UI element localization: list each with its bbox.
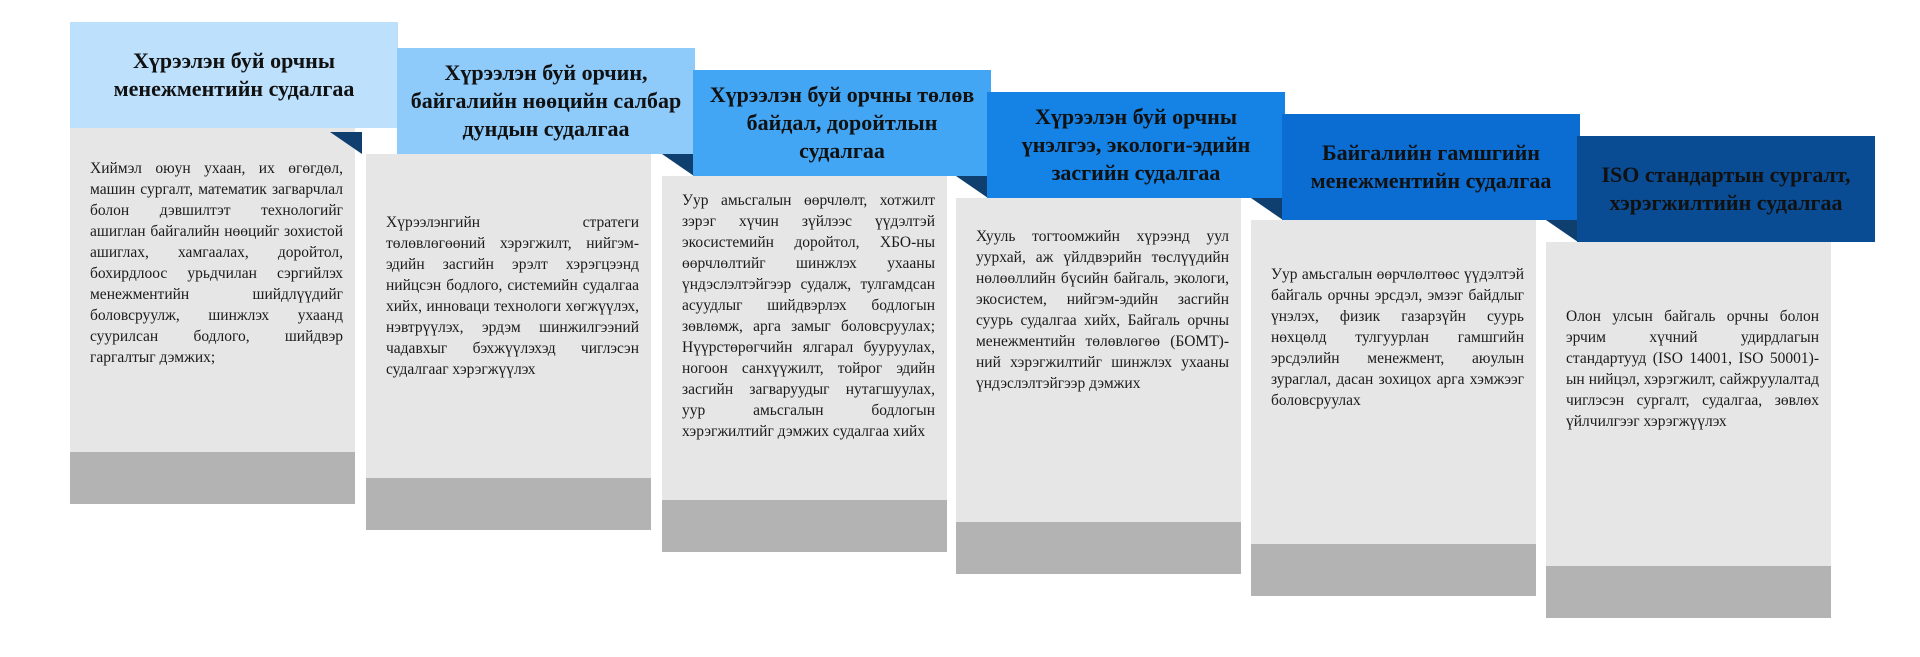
card-fold [330, 132, 362, 154]
card-5 [1251, 114, 1552, 596]
card-6 [1546, 136, 1851, 618]
card-footer [662, 500, 947, 552]
card-title: Байгалийн гамшгийн менежментийн судалгаа [1282, 114, 1580, 220]
card-body [956, 198, 1241, 522]
card-footer [1251, 544, 1536, 596]
card-footer [70, 452, 355, 504]
card-1 [70, 22, 355, 504]
card-body [662, 176, 947, 500]
card-body [1546, 242, 1831, 566]
card-2 [366, 48, 682, 530]
card-body [1251, 220, 1536, 544]
card-title: ISO стандартын сургалт, хэрэгжилтийн судалгаа [1577, 136, 1875, 242]
card-body [70, 128, 355, 452]
card-fold [662, 154, 694, 176]
card-footer [956, 522, 1241, 574]
card-4 [956, 92, 1251, 574]
card-footer [366, 478, 651, 530]
card-fold [1251, 198, 1283, 220]
card-title: Хүрээлэн буй орчны үнэлгээ, экологи-эдийн засгийн судалгаа [987, 92, 1285, 198]
card-description: Олон улсын байгаль орчны болон эрчим хүчний удирдлагын стандартууд (ISO 14001, ISO 50001)-ын нийцэл, хэрэгжилт, сайжруулалтад чиглэсэн сургалт, судалгаа, зөвлөх үйлчилгээг хэрэгжүүлэх [1566, 308, 1819, 430]
card-footer [1546, 566, 1831, 618]
card-description: Уур амьсгалын өөрчлөлт, хотжилт зэрэг хүчин зүйлээс үүдэлтэй экосистемийн доройтол, ХБО-ны өөрчлөлтийг шинжлэх ухааны үндэслэлтэйгээр судалж, тулгамдсан асуудлыг шийдвэрлэх бодлогын зөвлөмж, арга замыг боловсруулах; Нүүрстөрөгчийн ялгарал бууруулах, ногоон санхүүжилт, тойрог эдийн засгийн загваруудыг нутагшуулах, уур амьсгалын бодлогын хэрэгжилтийг дэмжих судалгаа хийх [682, 192, 935, 440]
card-body [366, 154, 651, 478]
card-description: Уур амьсгалын өөрчлөлтөөс үүдэлтэй байгаль орчны эрсдэл, эмзэг байдлыг үнэлэх, физик газарзүйн суурь нөхцөлд тулгуурлан гамшгийн эрсдэлийн менежмент, аюулын зураглал, дасан зохицох арга хэмжээг боловсруулах [1271, 266, 1524, 409]
card-3 [662, 70, 975, 552]
card-description: Хиймэл оюун ухаан, их өгөгдөл, машин сургалт, математик загварчлал болон дэвшилтэт технологийг ашиглан байгалийн нөөцийг зохистой ашиглах, хамгаалах, доройтол, бохирдлоос урьдчилан сэргийлэх менежментийн шийдлүүдийг боловсруулж, шинжлэх ухаанд суурилсан бодлого, шийдвэр гаргалтыг дэмжих; [90, 160, 343, 366]
card-fold [956, 176, 988, 198]
card-description: Хууль тогтоомжийн хүрээнд уул уурхай, аж үйлдвэрийн төслүүдийн нөлөөллийн бүсийн байгаль, экологи, экосистем, нийгэм-эдийн засгийн суурь судалгаа хийх, Байгаль орчны менежментийн төлөвлөгөө (БОМТ)-ний хэрэгжилтийг шинжлэх ухааны үндэслэлтэйгээр дэмжих [976, 228, 1229, 392]
card-description: Хүрээлэнгийн стратеги төлөвлөгөөний хэрэгжилт, нийгэм-эдийн засгийн эрэлт хэрэгцээнд нийцсэн бодлого, системийн судалгаа хийх, инноваци технологи хөгжүүлэх, нэвтрүүлэх, эрдэм шинжилгээний чадавхыг бэхжүүлэхэд чиглэсэн судалгааг хэрэгжүүлэх [386, 214, 639, 378]
card-fold [1546, 220, 1578, 242]
card-title: Хүрээлэн буй орчны менежментийн судалгаа [70, 22, 398, 128]
card-title: Хүрээлэн буй орчин, байгалийн нөөцийн салбар дундын судалгаа [397, 48, 695, 154]
card-title: Хүрээлэн буй орчны төлөв байдал, доройтлын судалгаа [693, 70, 991, 176]
